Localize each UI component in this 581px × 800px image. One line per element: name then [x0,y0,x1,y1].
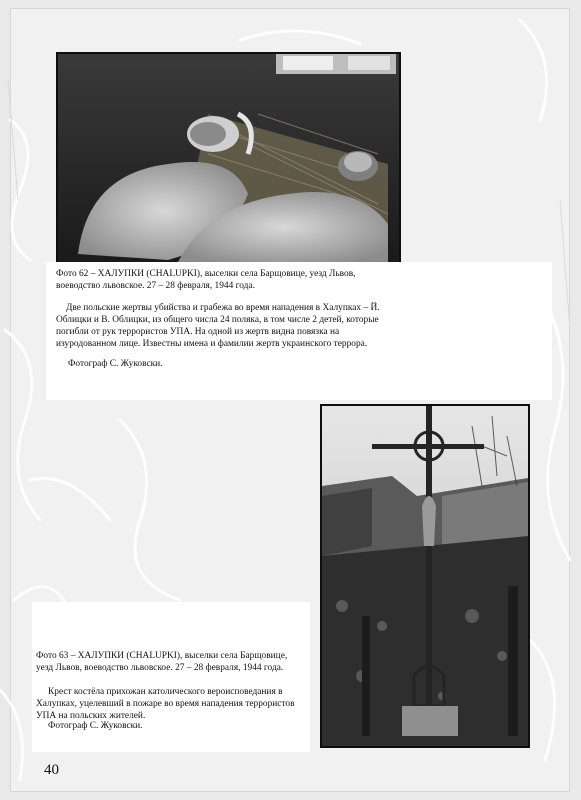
photo-62-victims [56,52,401,264]
caption-62 [46,262,552,400]
photo-62-image [58,54,399,262]
caption-62-description: Две польские жертвы убийства и грабежа во время нападения в Халупках – Й. Облицки и В. Облицки, из общего числа 24 поляка, в том числе 2 детей, которые погибли от рук террористов УПА. На одной из жертв видна повязка на изуродованном лице. Известны имена и фамилии жертв украинского террора. [56,303,380,349]
caption-62-heading: Фото 62 – ХАЛУПКИ (CHALUPKI), выселки села Барщовице, уезд Львов, воеводство львовское. 27 – 28 февраля, 1944 года. [56,269,356,291]
caption-63-photographer: Фотограф С. Жуковски. [48,721,143,731]
photo-63-cross [320,404,530,748]
caption-63-description: Крест костёла прихожан католического вероисповедания в Халупках, уцелевший в пожаре во время нападения террористов УПА на польских жителей. [36,687,295,721]
caption-63-heading: Фото 63 – ХАЛУПКИ (CHALUPKI), выселки села Барщовице, уезд Львов, воеводство львовское. 27 – 28 февраля, 1944 года. [36,651,288,673]
photo-63-image [322,406,528,746]
page-number: 40 [44,762,59,778]
caption-62-photographer: Фотограф С. Жуковски. [68,359,163,369]
caption-63 [32,602,310,752]
